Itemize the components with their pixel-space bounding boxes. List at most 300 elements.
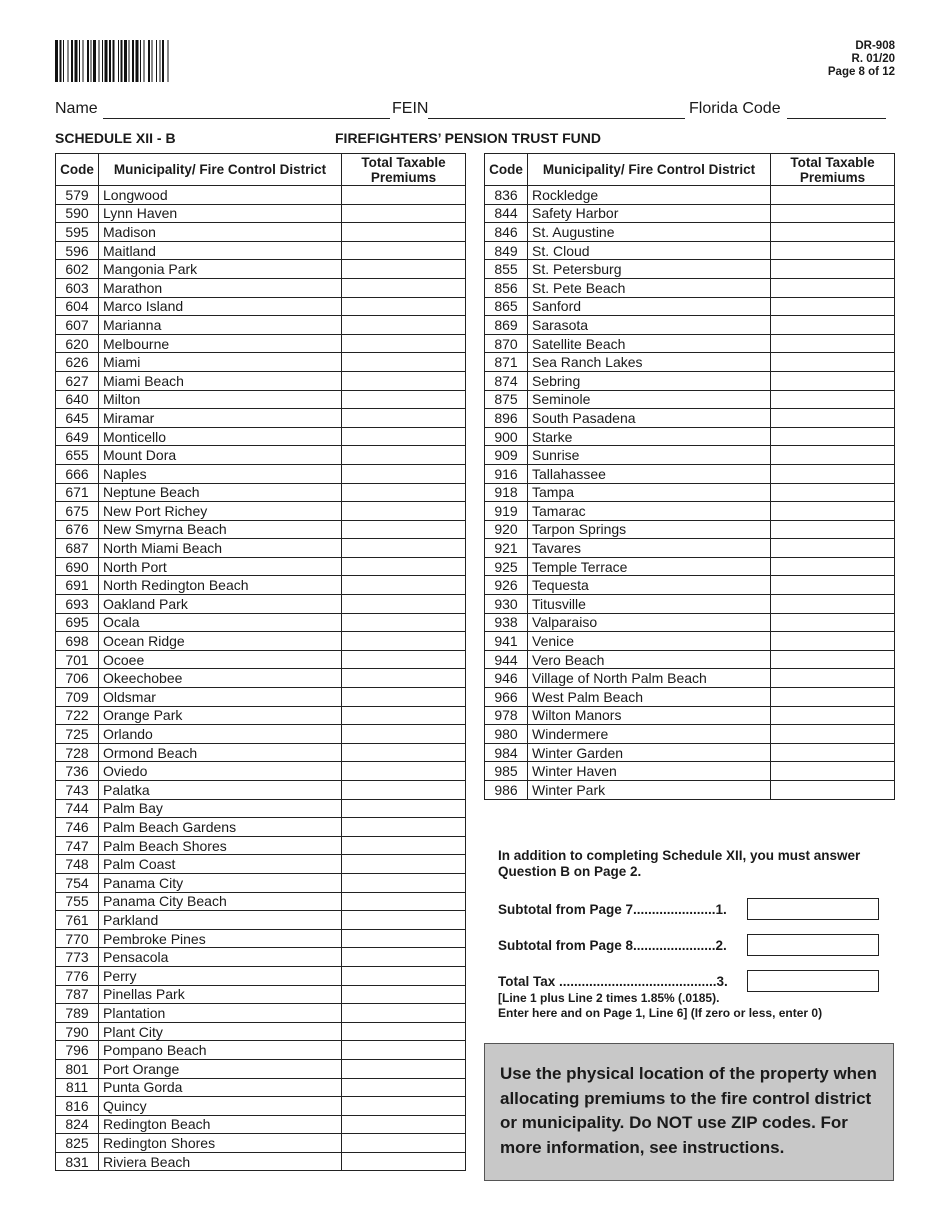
premium-amount-field[interactable] bbox=[771, 688, 895, 707]
table-row bbox=[56, 613, 466, 632]
table-row bbox=[56, 483, 466, 502]
table-row bbox=[56, 650, 466, 669]
premium-amount-field[interactable] bbox=[342, 706, 466, 725]
table-row bbox=[56, 762, 466, 781]
fein-label: FEIN bbox=[392, 100, 429, 117]
premium-amount-field[interactable] bbox=[771, 595, 895, 614]
florida-code-label: Florida Code bbox=[689, 100, 781, 117]
premium-amount-field[interactable] bbox=[342, 1059, 466, 1078]
table-row bbox=[56, 427, 466, 446]
municipality-name: Oakland Park bbox=[99, 595, 342, 614]
municipality-code: 921 bbox=[485, 539, 528, 558]
municipality-name: Wilton Manors bbox=[528, 706, 771, 725]
municipality-name: Lynn Haven bbox=[99, 204, 342, 223]
table-row bbox=[56, 595, 466, 614]
premium-amount-field[interactable] bbox=[342, 911, 466, 930]
municipality-name: Monticello bbox=[99, 427, 342, 446]
total-tax-row bbox=[498, 970, 878, 992]
premium-amount-field[interactable] bbox=[771, 464, 895, 483]
premium-amount-field[interactable] bbox=[771, 316, 895, 335]
column-header-premiums: Total Taxable Premiums bbox=[342, 154, 466, 186]
municipality-code: 896 bbox=[485, 409, 528, 428]
municipality-name: St. Cloud bbox=[528, 241, 771, 260]
municipality-code: 675 bbox=[56, 502, 99, 521]
municipality-code: 607 bbox=[56, 316, 99, 335]
premium-amount-field[interactable] bbox=[342, 762, 466, 781]
table-row bbox=[485, 427, 895, 446]
form-number: DR-908 bbox=[855, 40, 895, 52]
premium-amount-field[interactable] bbox=[342, 260, 466, 279]
table-row bbox=[485, 520, 895, 539]
municipality-code: 941 bbox=[485, 632, 528, 651]
table-row bbox=[56, 539, 466, 558]
premium-amount-field[interactable] bbox=[771, 260, 895, 279]
municipality-name: Pompano Beach bbox=[99, 1041, 342, 1060]
municipality-code: 918 bbox=[485, 483, 528, 502]
municipality-code: 691 bbox=[56, 576, 99, 595]
municipality-code: 701 bbox=[56, 650, 99, 669]
municipality-name: Longwood bbox=[99, 186, 342, 205]
form-identifier bbox=[828, 40, 895, 79]
table-row bbox=[485, 297, 895, 316]
column-header-premiums: Total Taxable Premiums bbox=[771, 154, 895, 186]
table-row bbox=[485, 409, 895, 428]
premium-amount-field[interactable] bbox=[342, 613, 466, 632]
premium-amount-field[interactable] bbox=[342, 278, 466, 297]
municipality-name: Plantation bbox=[99, 1004, 342, 1023]
premium-amount-field[interactable] bbox=[342, 241, 466, 260]
table-row bbox=[56, 1152, 466, 1171]
total-tax-label: Total Tax ..........................................3. bbox=[498, 974, 728, 989]
municipality-code: 649 bbox=[56, 427, 99, 446]
table-row bbox=[56, 855, 466, 874]
municipality-code: 690 bbox=[56, 557, 99, 576]
table-row bbox=[485, 650, 895, 669]
table-row bbox=[56, 520, 466, 539]
form-revision: R. 01/20 bbox=[851, 53, 895, 65]
municipality-name: Madison bbox=[99, 223, 342, 242]
municipality-code: 920 bbox=[485, 520, 528, 539]
municipality-name: Temple Terrace bbox=[528, 557, 771, 576]
municipality-code: 855 bbox=[485, 260, 528, 279]
municipality-name: Miramar bbox=[99, 409, 342, 428]
premium-amount-field[interactable] bbox=[771, 334, 895, 353]
premium-amount-field[interactable] bbox=[342, 557, 466, 576]
municipality-code: 856 bbox=[485, 278, 528, 297]
municipality-name: Pembroke Pines bbox=[99, 929, 342, 948]
premium-amount-field[interactable] bbox=[771, 781, 895, 800]
premium-amount-field[interactable] bbox=[771, 669, 895, 688]
table-row bbox=[56, 1041, 466, 1060]
fein-field[interactable] bbox=[428, 118, 685, 119]
premium-amount-field[interactable] bbox=[771, 743, 895, 762]
table-row bbox=[485, 371, 895, 390]
table-row bbox=[56, 1059, 466, 1078]
premium-amount-field[interactable] bbox=[342, 966, 466, 985]
municipality-code: 844 bbox=[485, 204, 528, 223]
premium-amount-field[interactable] bbox=[342, 743, 466, 762]
premium-amount-field[interactable] bbox=[342, 1004, 466, 1023]
municipality-code: 871 bbox=[485, 353, 528, 372]
table-row bbox=[485, 204, 895, 223]
municipality-name: Mangonia Park bbox=[99, 260, 342, 279]
municipality-code: 944 bbox=[485, 650, 528, 669]
table-row bbox=[485, 464, 895, 483]
municipality-name: Ocean Ridge bbox=[99, 632, 342, 651]
premium-amount-field[interactable] bbox=[771, 427, 895, 446]
municipality-name: Marianna bbox=[99, 316, 342, 335]
table-row bbox=[485, 557, 895, 576]
municipality-code: 790 bbox=[56, 1022, 99, 1041]
premium-amount-field[interactable] bbox=[771, 650, 895, 669]
premium-amount-field[interactable] bbox=[342, 1078, 466, 1097]
municipality-name: Sea Ranch Lakes bbox=[528, 353, 771, 372]
table-row bbox=[56, 743, 466, 762]
premium-amount-field[interactable] bbox=[771, 520, 895, 539]
premium-amount-field[interactable] bbox=[342, 446, 466, 465]
municipality-name: Seminole bbox=[528, 390, 771, 409]
municipality-code: 755 bbox=[56, 892, 99, 911]
municipality-code: 824 bbox=[56, 1115, 99, 1134]
municipality-name: North Port bbox=[99, 557, 342, 576]
premium-amount-field[interactable] bbox=[342, 427, 466, 446]
table-row bbox=[485, 241, 895, 260]
municipality-code: 761 bbox=[56, 911, 99, 930]
premium-amount-field[interactable] bbox=[771, 762, 895, 781]
location-info-box: Use the physical location of the property when allocating premiums to the fire control district or municipality. Do NOT use ZIP codes. For more information, see instructions. bbox=[484, 1043, 894, 1181]
premium-amount-field[interactable] bbox=[771, 186, 895, 205]
municipality-code: 776 bbox=[56, 966, 99, 985]
subtotal-page7-label: Subtotal from Page 7......................1. bbox=[498, 902, 727, 917]
premium-amount-field[interactable] bbox=[342, 1115, 466, 1134]
municipality-code: 831 bbox=[56, 1152, 99, 1171]
table-row bbox=[485, 390, 895, 409]
municipality-name: Tallahassee bbox=[528, 464, 771, 483]
premium-amount-field[interactable] bbox=[342, 186, 466, 205]
municipality-name: Mount Dora bbox=[99, 446, 342, 465]
municipality-code: 801 bbox=[56, 1059, 99, 1078]
table-row bbox=[56, 669, 466, 688]
municipality-name: Orlando bbox=[99, 725, 342, 744]
premium-amount-field[interactable] bbox=[342, 1097, 466, 1116]
page-number: Page 8 of 12 bbox=[827, 66, 895, 78]
municipality-code: 620 bbox=[56, 334, 99, 353]
municipality-name: Perry bbox=[99, 966, 342, 985]
premium-amount-field[interactable] bbox=[771, 725, 895, 744]
municipality-name: North Miami Beach bbox=[99, 539, 342, 558]
municipality-name: Village of North Palm Beach bbox=[528, 669, 771, 688]
premium-amount-field[interactable] bbox=[771, 409, 895, 428]
municipality-code: 725 bbox=[56, 725, 99, 744]
municipality-name: Punta Gorda bbox=[99, 1078, 342, 1097]
premium-amount-field[interactable] bbox=[342, 576, 466, 595]
municipality-name: Palm Beach Shores bbox=[99, 836, 342, 855]
premium-amount-field[interactable] bbox=[342, 650, 466, 669]
premium-amount-field[interactable] bbox=[342, 818, 466, 837]
municipality-code: 849 bbox=[485, 241, 528, 260]
premium-amount-field[interactable] bbox=[342, 1152, 466, 1171]
table-row bbox=[56, 260, 466, 279]
premium-amount-field[interactable] bbox=[342, 316, 466, 335]
municipality-code: 744 bbox=[56, 799, 99, 818]
premium-amount-field[interactable] bbox=[342, 873, 466, 892]
municipality-code: 816 bbox=[56, 1097, 99, 1116]
municipality-code: 748 bbox=[56, 855, 99, 874]
premium-amount-field[interactable] bbox=[771, 371, 895, 390]
municipality-code: 978 bbox=[485, 706, 528, 725]
premium-amount-field[interactable] bbox=[342, 334, 466, 353]
table-row bbox=[56, 502, 466, 521]
premium-amount-field[interactable] bbox=[342, 929, 466, 948]
premium-amount-field[interactable] bbox=[342, 371, 466, 390]
municipality-name: Tamarac bbox=[528, 502, 771, 521]
table-row bbox=[56, 725, 466, 744]
premium-amount-field[interactable] bbox=[771, 502, 895, 521]
table-row bbox=[56, 948, 466, 967]
table-row bbox=[56, 576, 466, 595]
total-tax-instruction-2: Enter here and on Page 1, Line 6] (If zero or less, enter 0) bbox=[498, 1006, 823, 1020]
name-field[interactable] bbox=[103, 118, 390, 119]
table-row bbox=[56, 557, 466, 576]
premium-amount-field[interactable] bbox=[342, 892, 466, 911]
premium-amount-field[interactable] bbox=[342, 688, 466, 707]
municipality-name: Panama City Beach bbox=[99, 892, 342, 911]
municipality-name: Maitland bbox=[99, 241, 342, 260]
municipality-code: 590 bbox=[56, 204, 99, 223]
table-row bbox=[56, 781, 466, 800]
municipality-code: 916 bbox=[485, 464, 528, 483]
municipality-code: 773 bbox=[56, 948, 99, 967]
municipality-code: 986 bbox=[485, 781, 528, 800]
premium-amount-field[interactable] bbox=[771, 539, 895, 558]
table-row bbox=[485, 260, 895, 279]
municipality-name: Vero Beach bbox=[528, 650, 771, 669]
table-row bbox=[56, 1004, 466, 1023]
municipality-name: Sunrise bbox=[528, 446, 771, 465]
municipality-name: Riviera Beach bbox=[99, 1152, 342, 1171]
municipality-name: Windermere bbox=[528, 725, 771, 744]
municipality-code: 789 bbox=[56, 1004, 99, 1023]
premium-amount-field[interactable] bbox=[771, 297, 895, 316]
municipality-name: Titusville bbox=[528, 595, 771, 614]
table-row bbox=[56, 836, 466, 855]
municipality-code: 666 bbox=[56, 464, 99, 483]
municipality-code: 870 bbox=[485, 334, 528, 353]
premium-amount-field[interactable] bbox=[342, 948, 466, 967]
premium-amount-field[interactable] bbox=[771, 613, 895, 632]
municipality-name: Winter Park bbox=[528, 781, 771, 800]
municipality-code: 645 bbox=[56, 409, 99, 428]
premium-amount-field[interactable] bbox=[342, 781, 466, 800]
table-row bbox=[56, 334, 466, 353]
municipality-name: Oldsmar bbox=[99, 688, 342, 707]
premium-amount-field[interactable] bbox=[342, 223, 466, 242]
municipality-name: Pinellas Park bbox=[99, 985, 342, 1004]
municipality-code: 747 bbox=[56, 836, 99, 855]
premium-amount-field[interactable] bbox=[342, 409, 466, 428]
table-row bbox=[56, 390, 466, 409]
municipality-code: 706 bbox=[56, 669, 99, 688]
premium-amount-field[interactable] bbox=[342, 1134, 466, 1153]
municipality-name: Miami bbox=[99, 353, 342, 372]
premium-amount-field[interactable] bbox=[771, 223, 895, 242]
municipality-code: 626 bbox=[56, 353, 99, 372]
total-tax-instruction-1: [Line 1 plus Line 2 times 1.85% (.0185). bbox=[498, 991, 720, 1005]
premium-amount-field[interactable] bbox=[771, 557, 895, 576]
table-row bbox=[56, 464, 466, 483]
premium-amount-field[interactable] bbox=[771, 446, 895, 465]
premium-amount-field[interactable] bbox=[342, 539, 466, 558]
premium-amount-field[interactable] bbox=[771, 204, 895, 223]
municipality-code: 604 bbox=[56, 297, 99, 316]
table-row bbox=[485, 743, 895, 762]
municipality-name: New Port Richey bbox=[99, 502, 342, 521]
municipality-name: Sarasota bbox=[528, 316, 771, 335]
municipality-name: Orange Park bbox=[99, 706, 342, 725]
municipality-name: Winter Haven bbox=[528, 762, 771, 781]
municipality-name: Ocala bbox=[99, 613, 342, 632]
municipality-code: 627 bbox=[56, 371, 99, 390]
municipality-name: Tampa bbox=[528, 483, 771, 502]
premium-amount-field[interactable] bbox=[342, 595, 466, 614]
municipality-table-right bbox=[484, 153, 895, 800]
premium-amount-field[interactable] bbox=[342, 353, 466, 372]
premium-amount-field[interactable] bbox=[771, 390, 895, 409]
total-tax-input[interactable] bbox=[747, 970, 879, 992]
florida-code-field[interactable] bbox=[787, 118, 886, 119]
premium-amount-field[interactable] bbox=[342, 520, 466, 539]
column-header-municipality: Municipality/ Fire Control District bbox=[99, 154, 342, 186]
municipality-code: 946 bbox=[485, 669, 528, 688]
municipality-code: 595 bbox=[56, 223, 99, 242]
table-row bbox=[56, 297, 466, 316]
municipality-code: 985 bbox=[485, 762, 528, 781]
table-row bbox=[485, 576, 895, 595]
municipality-code: 743 bbox=[56, 781, 99, 800]
premium-amount-field[interactable] bbox=[342, 1041, 466, 1060]
municipality-code: 966 bbox=[485, 688, 528, 707]
premium-amount-field[interactable] bbox=[342, 204, 466, 223]
municipality-code: 770 bbox=[56, 929, 99, 948]
table-row bbox=[56, 873, 466, 892]
premium-amount-field[interactable] bbox=[342, 632, 466, 651]
municipality-code: 900 bbox=[485, 427, 528, 446]
municipality-code: 687 bbox=[56, 539, 99, 558]
premium-amount-field[interactable] bbox=[342, 464, 466, 483]
premium-amount-field[interactable] bbox=[771, 278, 895, 297]
column-header-code: Code bbox=[56, 154, 99, 186]
municipality-name: Parkland bbox=[99, 911, 342, 930]
premium-amount-field[interactable] bbox=[771, 241, 895, 260]
table-row bbox=[56, 1097, 466, 1116]
subtotal-page7-input[interactable] bbox=[747, 898, 879, 920]
premium-amount-field[interactable] bbox=[771, 706, 895, 725]
municipality-code: 796 bbox=[56, 1041, 99, 1060]
premium-amount-field[interactable] bbox=[342, 390, 466, 409]
subtotal-page8-input[interactable] bbox=[747, 934, 879, 956]
municipality-name: Panama City bbox=[99, 873, 342, 892]
premium-amount-field[interactable] bbox=[342, 1022, 466, 1041]
municipality-code: 602 bbox=[56, 260, 99, 279]
table-row bbox=[56, 371, 466, 390]
municipality-code: 980 bbox=[485, 725, 528, 744]
table-row bbox=[56, 966, 466, 985]
municipality-name: Ocoee bbox=[99, 650, 342, 669]
premium-amount-field[interactable] bbox=[342, 985, 466, 1004]
municipality-code: 693 bbox=[56, 595, 99, 614]
premium-amount-field[interactable] bbox=[342, 799, 466, 818]
table-row bbox=[56, 186, 466, 205]
municipality-name: Palm Coast bbox=[99, 855, 342, 874]
premium-amount-field[interactable] bbox=[342, 502, 466, 521]
schedule-title: SCHEDULE XII - B bbox=[55, 130, 176, 146]
premium-amount-field[interactable] bbox=[342, 855, 466, 874]
municipality-name: St. Augustine bbox=[528, 223, 771, 242]
municipality-code: 925 bbox=[485, 557, 528, 576]
column-header-code: Code bbox=[485, 154, 528, 186]
table-row bbox=[485, 725, 895, 744]
table-row bbox=[485, 502, 895, 521]
municipality-name: Starke bbox=[528, 427, 771, 446]
premium-amount-field[interactable] bbox=[342, 669, 466, 688]
municipality-name: Rockledge bbox=[528, 186, 771, 205]
table-row bbox=[485, 483, 895, 502]
total-tax-instructions bbox=[498, 991, 822, 1021]
municipality-code: 811 bbox=[56, 1078, 99, 1097]
municipality-code: 938 bbox=[485, 613, 528, 632]
municipality-name: Oviedo bbox=[99, 762, 342, 781]
table-row bbox=[485, 595, 895, 614]
municipality-code: 926 bbox=[485, 576, 528, 595]
table-row bbox=[485, 186, 895, 205]
table-row bbox=[56, 353, 466, 372]
table-row bbox=[56, 1134, 466, 1153]
premium-amount-field[interactable] bbox=[771, 576, 895, 595]
municipality-name: Pensacola bbox=[99, 948, 342, 967]
municipality-name: Palm Beach Gardens bbox=[99, 818, 342, 837]
municipality-code: 984 bbox=[485, 743, 528, 762]
table-row bbox=[56, 1115, 466, 1134]
municipality-name: Ormond Beach bbox=[99, 743, 342, 762]
table-row bbox=[485, 688, 895, 707]
table-row bbox=[485, 613, 895, 632]
table-row bbox=[56, 818, 466, 837]
table-row bbox=[485, 278, 895, 297]
municipality-name: West Palm Beach bbox=[528, 688, 771, 707]
premium-amount-field[interactable] bbox=[771, 353, 895, 372]
premium-amount-field[interactable] bbox=[771, 632, 895, 651]
municipality-code: 709 bbox=[56, 688, 99, 707]
premium-amount-field[interactable] bbox=[342, 725, 466, 744]
subtotal-page8-row bbox=[498, 934, 878, 956]
municipality-code: 655 bbox=[56, 446, 99, 465]
premium-amount-field[interactable] bbox=[342, 836, 466, 855]
premium-amount-field[interactable] bbox=[771, 483, 895, 502]
municipality-code: 874 bbox=[485, 371, 528, 390]
table-row bbox=[485, 781, 895, 800]
premium-amount-field[interactable] bbox=[342, 297, 466, 316]
table-row bbox=[485, 669, 895, 688]
municipality-code: 722 bbox=[56, 706, 99, 725]
municipality-code: 754 bbox=[56, 873, 99, 892]
municipality-name: Plant City bbox=[99, 1022, 342, 1041]
municipality-name: Tavares bbox=[528, 539, 771, 558]
municipality-code: 875 bbox=[485, 390, 528, 409]
municipality-name: Valparaiso bbox=[528, 613, 771, 632]
premium-amount-field[interactable] bbox=[342, 483, 466, 502]
municipality-code: 676 bbox=[56, 520, 99, 539]
table-row bbox=[485, 539, 895, 558]
